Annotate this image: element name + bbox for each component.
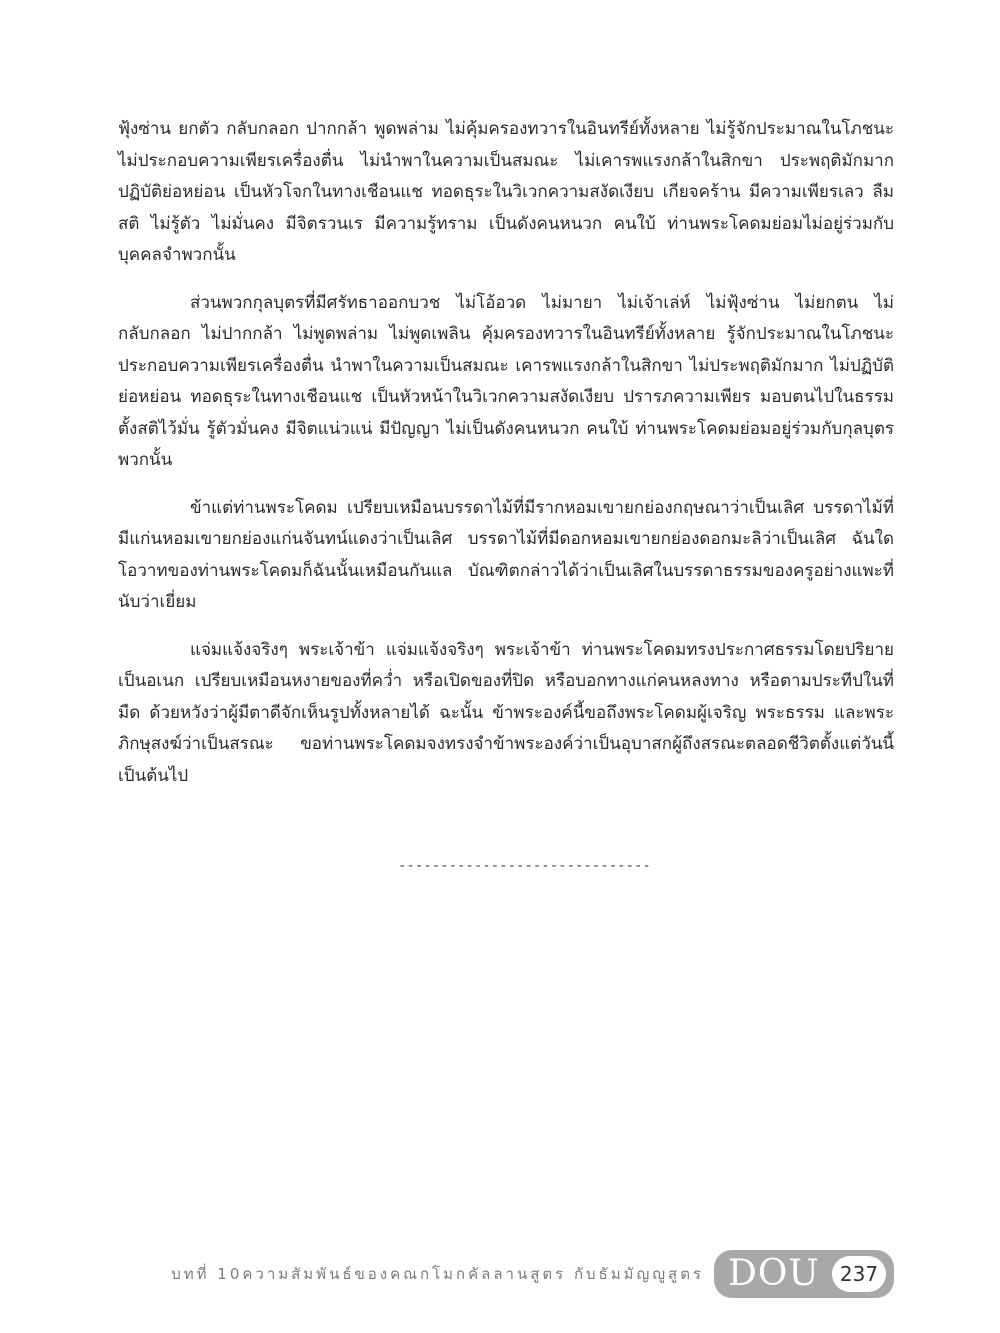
paragraph-kulaputta: ส่วนพวกกุลบุตรที่มีศรัทธาออกบวช ไม่โอ้อวด ไม่มายา ไม่เจ้าเล่ห์ ไม่ฟุ้งซ่าน ไม่ยกตน ไม่กลับกลอก ไม่ปากกล้า ไม่พูดพล่าม ไม่พูดเพลิน คุ้มครองทวารในอินทรีย์ทั้งหลาย รู้จักประมาณในโภชนะ ประกอบความเพียรเครื่องตื่น นำพาในความเป็นสมณะ เคารพแรงกล้าในสิกขา ไม่ประพฤติมักมาก ไม่ปฏิบัติย่อหย่อน ทอดธุระในทางเชือนแช เป็นหัวหน้าในวิเวกความสงัดเงียบ ปรารภความเพียร มอบตนไปในธรรม ตั้งสติไว้มั่น รู้ตัวมั่นคง มีจิตแน่วแน่ มีปัญญา ไม่เป็นดังคนหนวก คนใบ้ ท่านพระโคดมย่อมอยู่ร่วมกับกุลบุตรพวกนั้น	[118, 292, 894, 470]
paragraph-continuation: ฟุ้งซ่าน ยกตัว กลับกลอก ปากกล้า พูดพล่าม ไม่คุ้มครองทวารในอินทรีย์ทั้งหลาย ไม่รู้จักประมาณในโภชนะ ไม่ประกอบความเพียรเครื่องตื่น ไม่นำพาในความเป็นสมณะ ไม่เคารพแรงกล้าในสิกขา ประพฤติมักมาก ปฏิบัติย่อหย่อน เป็นหัวโจกในทางเชือนแช ทอดธุระในวิเวกความสงัดเงียบ เกียจคร้าน มีความเพียรเลว ลืมสติ ไม่รู้ตัว ไม่มั่นคง มีจิตรวนเร มีความรู้ทราม เป็นดังคนหนวก คนใบ้ ท่านพระโคดมย่อมไม่อยู่ร่วมกับบุคคลจำพวกนั้น	[118, 119, 894, 265]
paragraph-refuge: แจ่มแจ้งจริงๆ พระเจ้าข้า แจ่มแจ้งจริงๆ พระเจ้าข้า ท่านพระโคดมทรงประกาศธรรมโดยปริยายเป็นอเนก เปรียบเหมือนหงายของที่คว่ำ หรือเปิดของที่ปิด หรือบอกทางแก่คนหลงทาง หรือตามประทีปในที่มืด ด้วยหวังว่าผู้มีตาดีจักเห็นรูปทั้งหลายได้ ฉะนั้น ข้าพระองค์นี้ขอถึงพระโคดมผู้เจริญ พระธรรม และพระภิกษุสงฆ์ว่าเป็นสรณะ ขอท่านพระโคดมจงทรงจำข้าพระองค์ว่าเป็นอุบาสกผู้ถึงสรณะตลอดชีวิตตั้งแต่วันนี้เป็นต้นไป	[118, 639, 894, 786]
publisher-badge	[714, 1250, 894, 1298]
section-separator: ------------------------------	[398, 858, 651, 874]
page-body	[118, 114, 894, 808]
page-number: 237	[832, 1256, 886, 1292]
chapter-title: บทที่ 10ความสัมพันธ์ของคณกโมกคัลลานสูตร กับธัมมัญญูสูตร	[171, 1265, 704, 1283]
paragraph-simile-trees: ข้าแต่ท่านพระโคดม เปรียบเหมือนบรรดาไม้ที่มีรากหอมเขายกย่องกฤษณาว่าเป็นเลิศ บรรดาไม้ที่มีแก่นหอมเขายกย่องแก่นจันทน์แดงว่าเป็นเลิศ บรรดาไม้ที่มีดอกหอมเขายกย่องดอกมะลิว่าเป็นเลิศ ฉันใด โอวาทของท่านพระโคดมก็ฉันนั้นเหมือนกันแล บัณฑิตกล่าวได้ว่าเป็นเลิศในบรรดาธรรมของครูอย่างแพะที่นับว่าเยี่ยม	[118, 497, 894, 612]
page-footer	[90, 1250, 894, 1298]
dou-logo: DOU	[728, 1253, 820, 1294]
